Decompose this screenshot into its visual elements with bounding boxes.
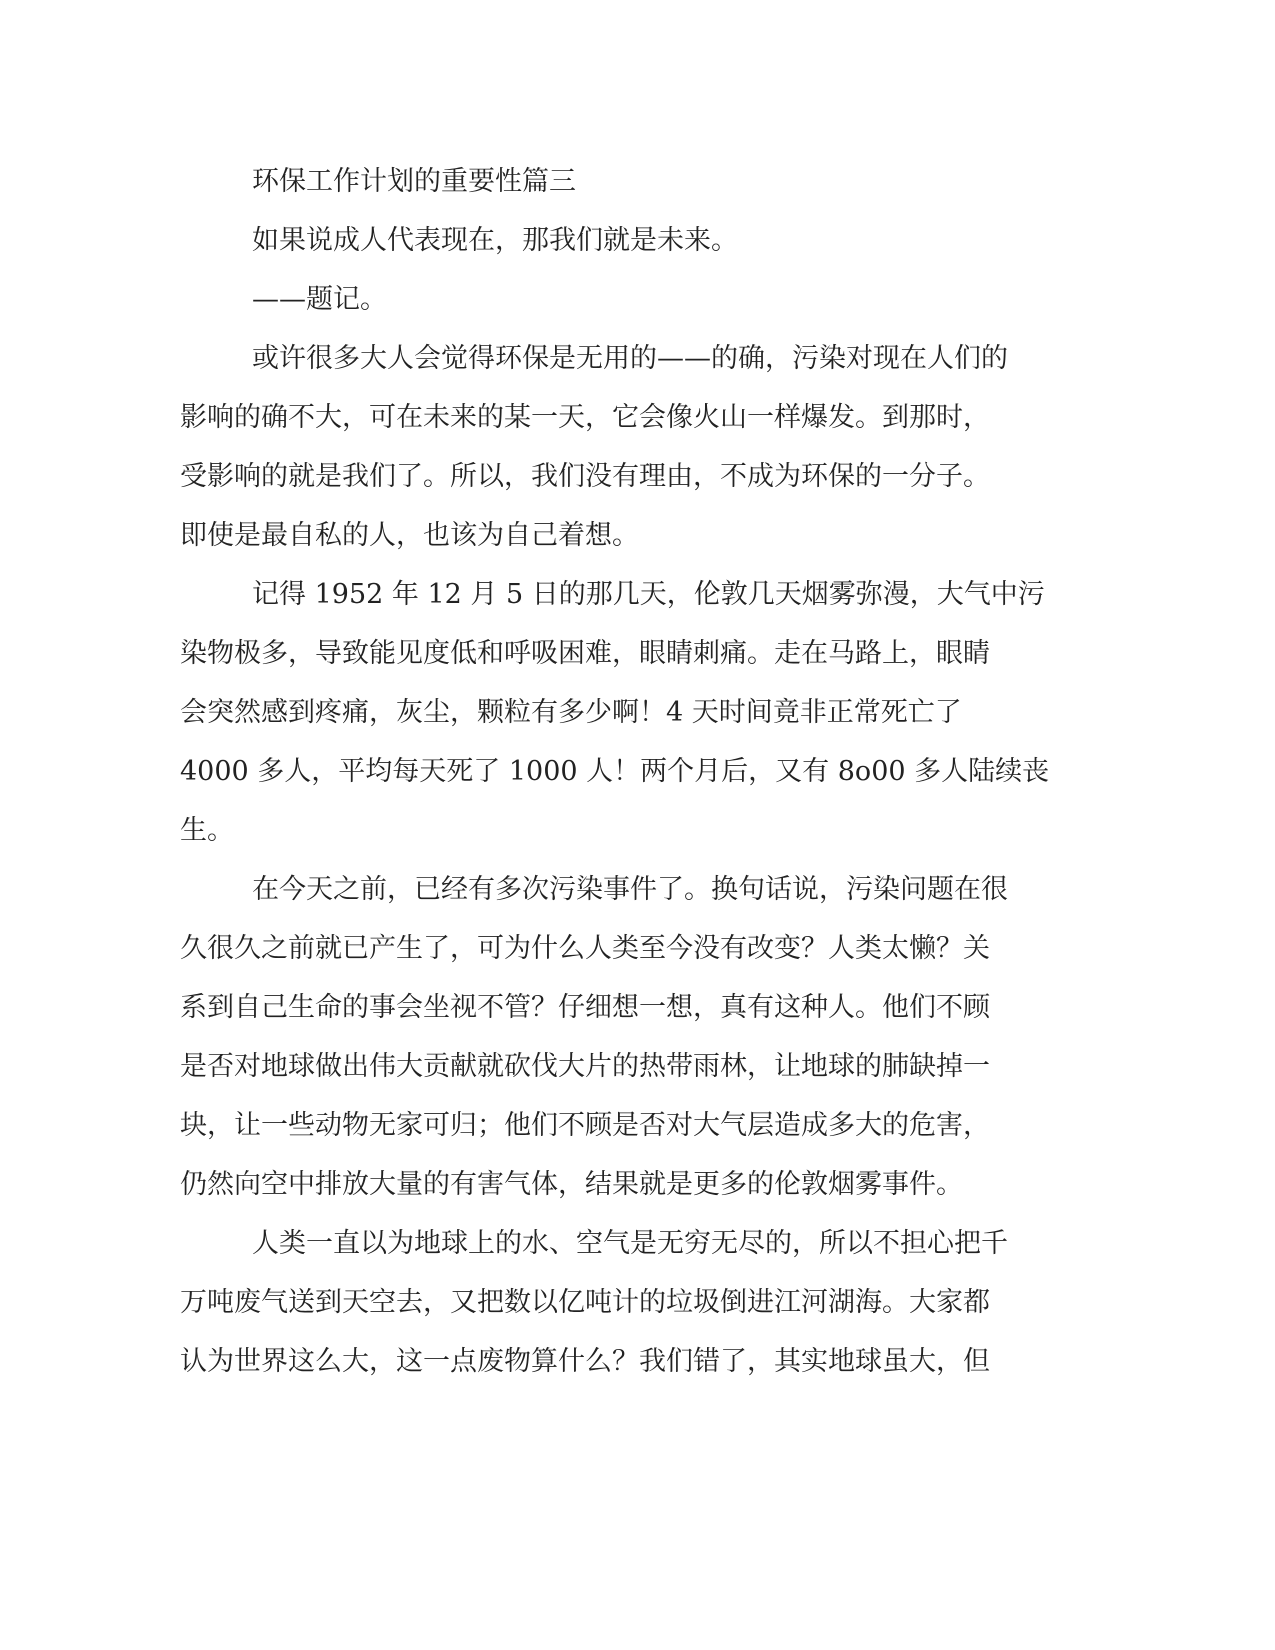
- paragraph-line: 人类一直以为地球上的水、空气是无穷无尽的，所以不担心把千: [252, 1228, 1008, 1259]
- paragraph-line: 即使是最自私的人，也该为自己着想。: [180, 520, 639, 551]
- paragraph-line: 或许很多大人会觉得环保是无用的——的确，污染对现在人们的: [252, 343, 1008, 374]
- paragraph-line: 生。: [180, 815, 234, 846]
- paragraph-line: 记得 1952 年 12 月 5 日的那几天，伦敦几天烟雾弥漫，大气中污: [252, 579, 1045, 610]
- paragraph-line: 在今天之前，已经有多次污染事件了。换句话说，污染问题在很: [252, 874, 1008, 905]
- epigraph-line: 如果说成人代表现在，那我们就是未来。: [252, 225, 738, 256]
- paragraph-line: 认为世界这么大，这一点废物算什么？我们错了，其实地球虽大，但: [180, 1346, 990, 1377]
- epigraph-attribution: ——题记。: [252, 284, 387, 315]
- document-title: 环保工作计划的重要性篇三: [252, 166, 576, 197]
- paragraph-line: 染物极多，导致能见度低和呼吸困难，眼睛刺痛。走在马路上，眼睛: [180, 638, 990, 669]
- paragraph-line: 受影响的就是我们了。所以，我们没有理由，不成为环保的一分子。: [180, 461, 990, 492]
- paragraph-line: 万吨废气送到天空去，又把数以亿吨计的垃圾倒进江河湖海。大家都: [180, 1287, 990, 1318]
- paragraph-line: 是否对地球做出伟大贡献就砍伐大片的热带雨林，让地球的肺缺掉一: [180, 1051, 990, 1082]
- paragraph-line: 4000 多人，平均每天死了 1000 人！两个月后，又有 8o00 多人陆续丧: [180, 756, 1050, 787]
- paragraph-line: 块，让一些动物无家可归；他们不顾是否对大气层造成多大的危害，: [180, 1110, 990, 1141]
- paragraph-line: 会突然感到疼痛，灰尘，颗粒有多少啊！4 天时间竟非正常死亡了: [180, 697, 962, 728]
- paragraph-line: 仍然向空中排放大量的有害气体，结果就是更多的伦敦烟雾事件。: [180, 1169, 963, 1200]
- paragraph-line: 久很久之前就已产生了，可为什么人类至今没有改变？人类太懒？关: [180, 933, 990, 964]
- paragraph-line: 影响的确不大，可在未来的某一天，它会像火山一样爆发。到那时，: [180, 402, 990, 433]
- paragraph-line: 系到自己生命的事会坐视不管？仔细想一想，真有这种人。他们不顾: [180, 992, 990, 1023]
